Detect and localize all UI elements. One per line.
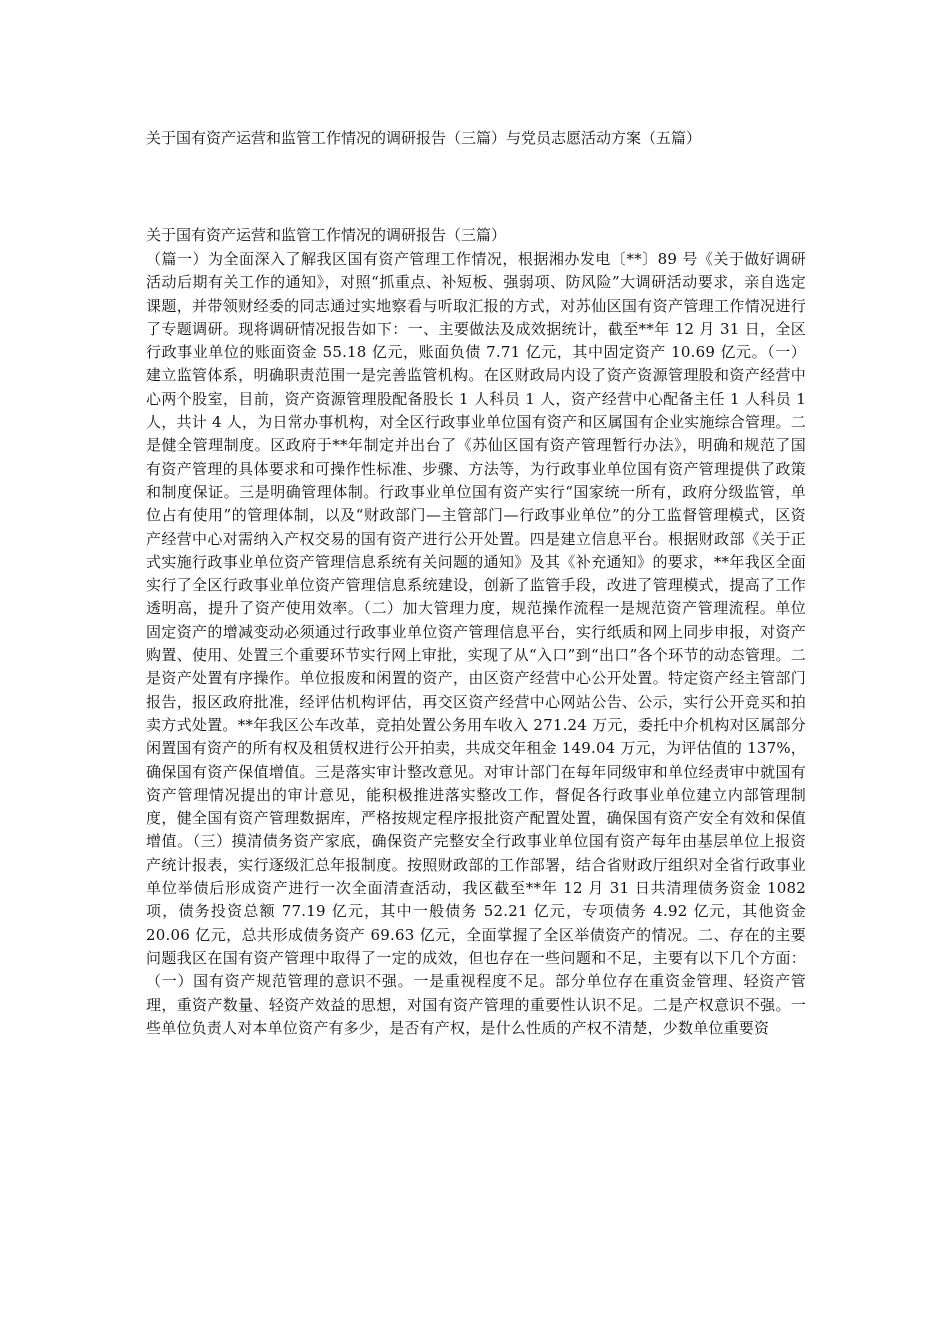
document-title: 关于国有资产运营和监管工作情况的调研报告（三篇）与党员志愿活动方案（五篇） xyxy=(146,129,702,147)
body-paragraph: （篇一）为全面深入了解我区国有资产管理工作情况，根据湘办发电〔**〕89 号《关于做好调研活动后期有关工作的通知》，对照“抓重点、补短板、强弱项、防风险”大调研活动要求，亲自选定课题，并带领财经委的同志通过实地察看与听取汇报的方式，对苏仙区国有资产管理工作情况进行了专题调研。现将调研情况报告如下：一、主要做法及成效据统计，截至**年 12 月 31 日，全区行政事业单位的账面资金 55.18 亿元，账面负债 7.71 亿元，其中固定资产 10.69 亿元。（一）建立监管体系，明确职责范围一是完善监管机构。在区财政局内设了资产资源管理股和资产经营中心两个股室，目前，资产资源管理股配备股长 1 人科员 1 人，资产经营中心配备主任 1 人科员 1 人，共计 4 人，为日常办事机构，对全区行政事业单位国有资产和区属国有企业实施综合管理。二是健全管理制度。区政府于**年制定并出台了《苏仙区国有资产管理暂行办法》，明确和规范了国有资产管理的具体要求和可操作性标准、步骤、方法等，为行政事业单位国有资产管理提供了政策和制度保证。三是明确管理体制。行政事业单位国有资产实行“国家统一所有，政府分级监管，单位占有使用”的管理体制，以及“财政部门—主管部门—行政事业单位”的分工监督管理模式，区资产经营中心对需纳入产权交易的国有资产进行公开处置。四是建立信息平台。根据财政部《关于正式实施行政事业单位资产管理信息系统有关问题的通知》及其《补充通知》的要求，**年我区全面实行了全区行政事业单位资产管理信息系统建设，创新了监管手段，改进了管理模式，提高了工作透明高，提升了资产使用效率。（二）加大管理力度，规范操作流程一是规范资产管理流程。单位固定资产的增减变动必须通过行政事业单位资产管理信息平台，实行纸质和网上同步申报，对资产购置、使用、处置三个重要环节实行网上审批，实现了从“入口”到“出口”各个环节的动态管理。二是资产处置有序操作。单位报废和闲置的资产，由区资产经营中心公开处置。特定资产经主管部门报告，报区政府批准，经评估机构评估，再交区资产经营中心网站公告、公示，实行公开竞买和拍卖方式处置。**年我区公车改革，竞拍处置公务用车收入 271.24 万元，委托中介机构对区属部分闲置国有资产的所有权及租赁权进行公开拍卖，共成交年租金 149.04 万元，为评估值的 137%，确保国有资产保值增值。三是落实审计整改意见。对审计部门在每年同级审和单位经责审中就国有资产管理情况提出的审计意见，能积极推进落实整改工作，督促各行政事业单位建立内部管理制度，健全国有资产管理数据库，严格按规定程序报批资产配置处置，确保国有资产安全有效和保值增值。（三）摸清债务资产家底，确保资产完整安全行政事业单位国有资产每年由基层单位上报资产统计报表，实行逐级汇总年报制度。按照财政部的工作部署，结合省财政厅组织对全省行政事业单位举债后形成资产进行一次全面清查活动，我区截至**年 12 月 31 日共清理债务资金 1082 项，债务投资总额 77.19 亿元，其中一般债务 52.21 亿元，专项债务 4.92 亿元，其他资金 20.06 亿元，总共形成债务资产 69.63 亿元，全面掌握了全区举债资产的情况。二、存在的主要问题我区在国有资产管理中取得了一定的成效，但也存在一些问题和不足，主要有以下几个方面：（一）国有资产规范管理的意识不强。一是重视程度不足。部分单位存在重资金管理、轻资产管理，重资产数量、轻资产效益的思想，对国有资产管理的重要性认识不足。二是产权意识不强。一些单位负责人对本单位资产有多少，是否有产权，是什么性质的产权不清楚，少数单位重要资 xyxy=(146,250,806,1037)
section-heading: 关于国有资产运营和监管工作情况的调研报告（三篇） xyxy=(146,226,507,244)
